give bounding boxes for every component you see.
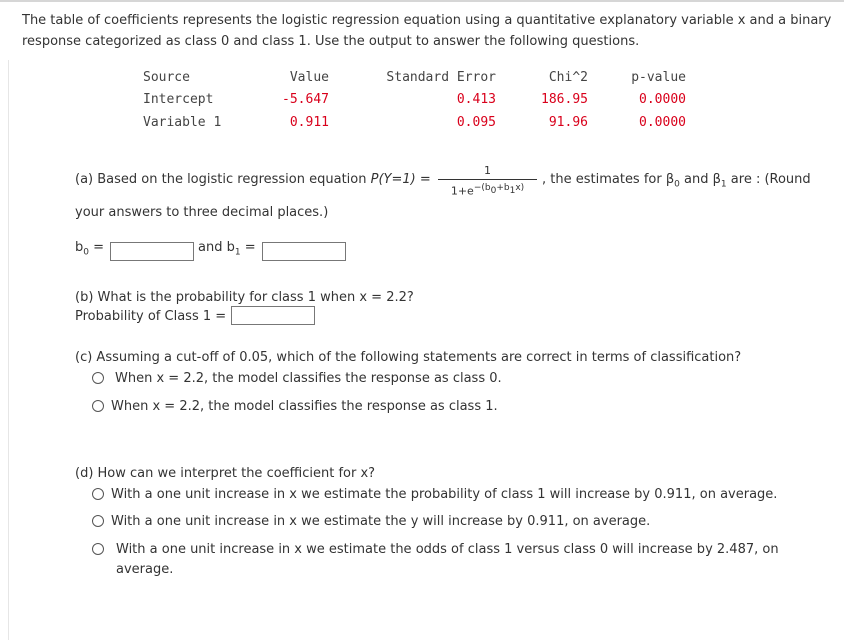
b1-label: and $b_1$ =: [198, 240, 256, 258]
cell-chi2: 91.96: [548, 114, 588, 130]
header-standard-error: Standard Error: [386, 69, 496, 85]
b0-label: $b_0$ =: [75, 240, 105, 258]
table-row: [143, 89, 686, 112]
cell-source: Intercept: [143, 92, 214, 108]
radio-c-option-1[interactable]: [92, 372, 104, 384]
table-header-row: [143, 66, 686, 89]
left-border: [8, 60, 9, 640]
cell-source: Variable 1: [143, 114, 222, 130]
logistic-fraction: [438, 163, 537, 199]
radio-d-option-1[interactable]: [92, 488, 104, 500]
part-a-line2: your answers to three decimal places.): [75, 205, 329, 220]
c-option-1-label: When x = 2.2, the model classifies the response as class 0.: [115, 371, 502, 386]
fraction-exponent: −(b0+b1x): [473, 183, 525, 196]
fraction-bar: [438, 179, 537, 180]
cell-chi2: 186.95: [541, 92, 588, 108]
part-a-lhs: P(Y=1) =: [370, 172, 431, 187]
part-a-prefix: (a) Based on the logistic regression equation: [75, 172, 371, 187]
probability-input[interactable]: [231, 306, 315, 325]
c-option-2-label: When x = 2.2, the model classifies the response as class 1.: [111, 399, 498, 414]
intro-text: The table of coefficients represents the logistic regression equation using a quantitative explanatory variable x and a binary response categorized as class 0 and class 1. Use the output to answer the following questions.: [22, 13, 832, 49]
header-p-value: p-value: [631, 69, 686, 85]
coefficients-table: [143, 66, 686, 134]
cell-p-value: 0.0000: [639, 114, 686, 130]
part-b-label: Probability of Class 1 =: [75, 309, 227, 324]
b0-input[interactable]: [110, 242, 194, 261]
part-d-question: (d) How can we interpret the coefficient for x?: [75, 466, 376, 481]
cell-value: 0.911: [289, 114, 329, 130]
radio-d-option-3[interactable]: [92, 543, 104, 555]
b1-input[interactable]: [262, 242, 346, 261]
header-chi2: Chi^2: [548, 69, 588, 85]
part-a-line1: [75, 172, 431, 187]
part-c-question: (c) Assuming a cut-off of 0.05, which of the following statements are correct in terms of classification?: [75, 350, 742, 365]
fraction-denominator: $1+e^{-(b_0+b_1x)}$: [450, 183, 525, 198]
d-option-1-label: With a one unit increase in x we estimate the probability of class 1 will increase by 0.911, on average.: [111, 487, 778, 502]
radio-c-option-2[interactable]: [92, 400, 104, 412]
header-source: Source: [143, 69, 190, 85]
top-border: [0, 0, 844, 2]
d-option-3-label-cont: average.: [116, 562, 174, 577]
table-row: [143, 111, 686, 134]
cell-standard-error: 0.413: [456, 92, 496, 108]
d-option-3-label: With a one unit increase in x we estimate the odds of class 1 versus class 0 will increase by 2.487, on: [116, 542, 779, 557]
radio-d-option-2[interactable]: [92, 515, 104, 527]
part-b-question: (b) What is the probability for class 1 when x = 2.2?: [75, 290, 414, 305]
header-value: Value: [289, 69, 329, 85]
d-option-2-label: With a one unit increase in x we estimate the y will increase by 0.911, on average.: [111, 514, 651, 529]
cell-standard-error: 0.095: [456, 114, 496, 130]
fraction-numerator: 1: [484, 164, 491, 177]
cell-value: -5.647: [282, 92, 329, 108]
part-a-tail: , the estimates for $\beta_0$ and $\beta_1$ are : (Round: [542, 172, 811, 190]
cell-p-value: 0.0000: [639, 92, 686, 108]
